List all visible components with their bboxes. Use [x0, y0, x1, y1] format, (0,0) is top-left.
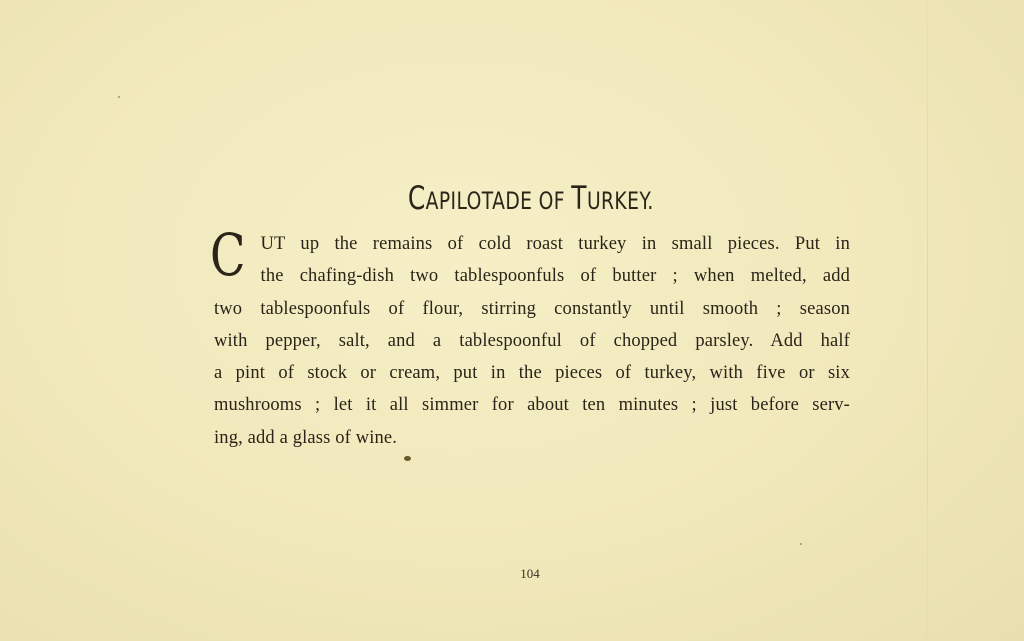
recipe-title: [117, 178, 945, 221]
recipe-line-2: the chafing-dish two tablespoonfuls of butter ; when melted, add: [260, 266, 850, 287]
title-word-turkey: URKEY.: [586, 187, 654, 215]
ink-speck: [118, 96, 120, 98]
title-initial-c: C: [407, 179, 426, 217]
recipe-line-1: UT up the remains of cold roast turkey in small pieces. Put in: [260, 234, 850, 254]
ink-speck: [404, 456, 411, 461]
recipe-text: [210, 221, 850, 454]
recipe-line-3: two tablespoonfuls of flour, stirring constantly until smooth ; season: [214, 298, 850, 319]
recipe-line-6: mushrooms ; let it all simmer for about ten minutes ; just before serv-: [214, 395, 850, 416]
recipe-line-4: with pepper, salt, and a tablespoonful of chopped parsley. Add half: [214, 330, 850, 351]
drop-cap: C: [210, 221, 246, 289]
title-word-capilotade: APILOTADE: [425, 187, 533, 215]
recipe-line-7: ing, add a glass of wine.: [214, 427, 398, 448]
page-crease: [927, 0, 928, 641]
title-word-of: OF: [532, 187, 572, 215]
recipe-line-5: a pint of stock or cream, put in the pieces of turkey, with five or six: [214, 363, 850, 384]
title-initial-t: T: [571, 179, 587, 217]
page-number: 104: [520, 566, 540, 581]
ink-speck: [800, 543, 802, 545]
